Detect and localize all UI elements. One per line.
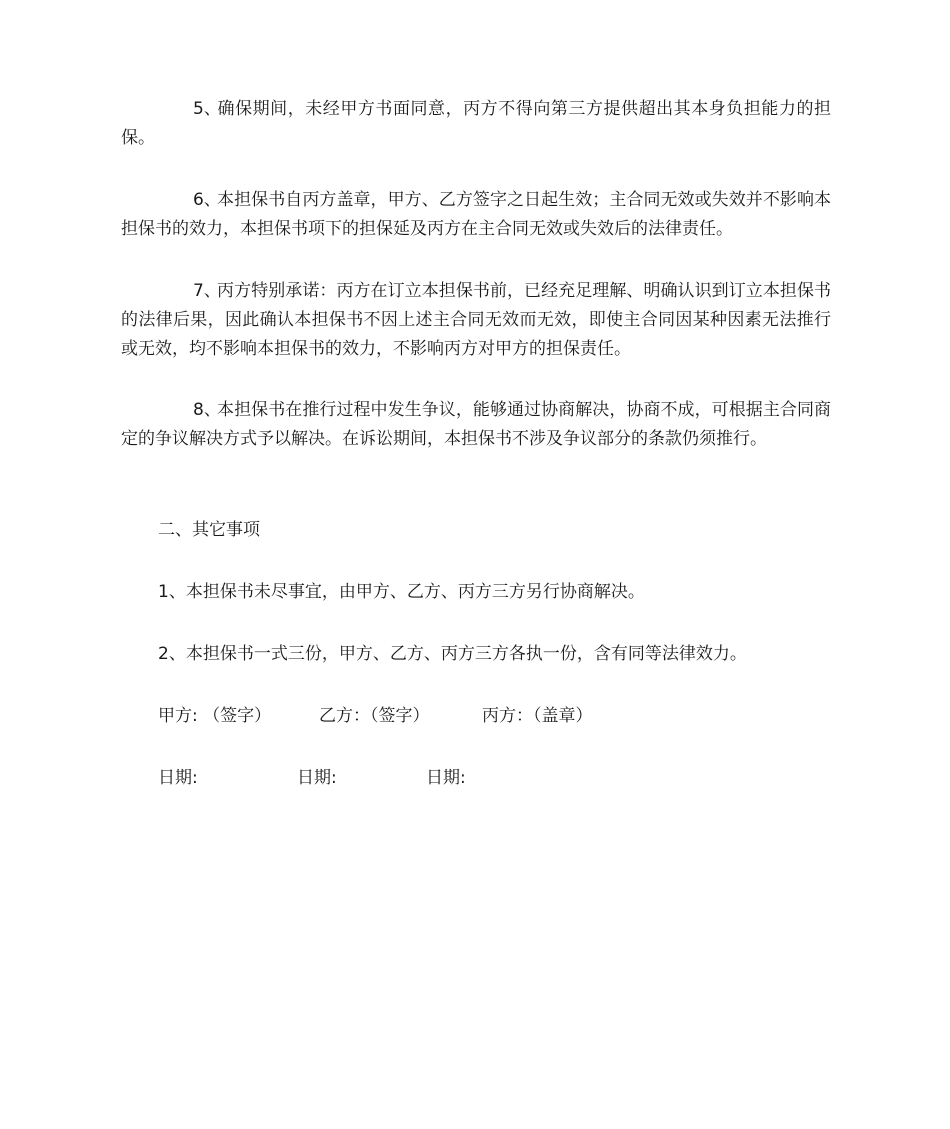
clause-text: 本担保书在推行过程中发生争议，能够通过协商解决，协商不成，可根据主合同商定的争议解决方式予以解决。在诉讼期间，本担保书不涉及争议部分的条款仍须推行。 xyxy=(121,400,831,449)
other-item-1: 1、本担保书未尽事宜，由甲方、乙方、丙方三方另行协商解决。 xyxy=(158,582,645,602)
section-title: 二、其它事项 xyxy=(158,520,260,540)
clause-6 xyxy=(121,186,831,244)
signature-row xyxy=(158,702,593,731)
clause-8 xyxy=(121,396,831,454)
date-row xyxy=(158,764,466,793)
party-b-signature: 乙方：（签字） xyxy=(319,706,430,726)
clause-number: 6、 xyxy=(193,190,221,210)
party-c-date: 日期: xyxy=(426,768,466,788)
clause-number: 5、 xyxy=(193,99,221,119)
party-c-seal: 丙方：（盖章） xyxy=(482,706,593,726)
clause-number: 7、 xyxy=(193,281,221,301)
other-item-2: 2、本担保书一式三份，甲方、乙方、丙方三方各执一份，含有同等法律效力。 xyxy=(158,644,747,664)
clause-5 xyxy=(121,95,831,153)
clause-text: 丙方特别承诺：丙方在订立本担保书前，已经充足理解、明确认识到订立本担保书的法律后果，因此确认本担保书不因上述主合同无效而无效，即使主合同因某种因素无法推行或无效，均不影响本担保书的效力，不影响丙方对甲方的担保责任。 xyxy=(121,281,831,359)
clause-text: 本担保书自丙方盖章，甲方、乙方签字之日起生效；主合同无效或失效并不影响本担保书的效力，本担保书项下的担保延及丙方在主合同无效或失效后的法律责任。 xyxy=(121,190,831,239)
party-b-date: 日期: xyxy=(297,768,337,788)
clause-text: 确保期间，未经甲方书面同意，丙方不得向第三方提供超出其本身负担能力的担保。 xyxy=(121,99,831,148)
clause-number: 8、 xyxy=(193,400,221,420)
party-a-date: 日期: xyxy=(158,768,198,788)
clause-7 xyxy=(121,277,831,364)
party-a-signature: 甲方: （签字） xyxy=(158,706,272,726)
